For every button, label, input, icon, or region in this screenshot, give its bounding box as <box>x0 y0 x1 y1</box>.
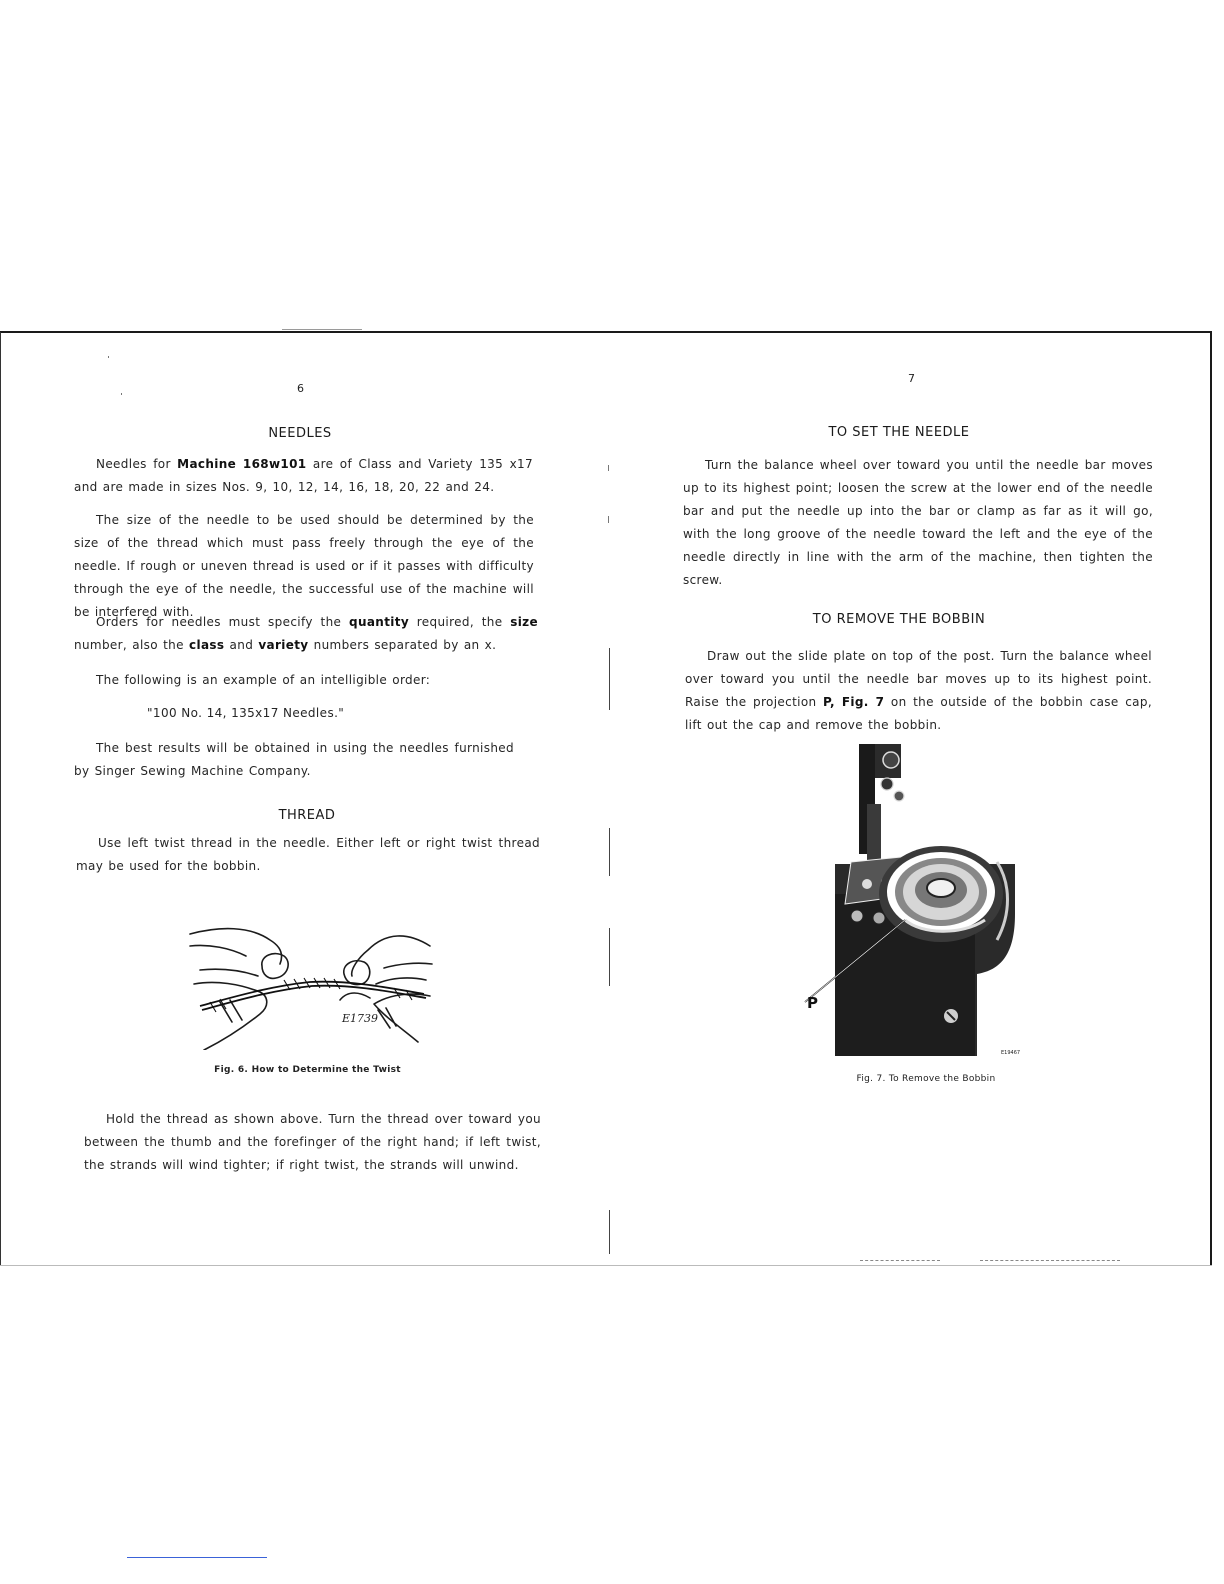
right-page <box>611 332 1211 1266</box>
figure-7-bobbin-photo <box>801 744 1041 1064</box>
needles-heading: NEEDLES <box>268 426 332 441</box>
best-results-paragraph: The best results will be obtained in using the needles furnished by Singer Sewing Machine Company. <box>74 741 514 778</box>
gutter-line <box>609 928 610 986</box>
gutter-line <box>609 648 610 710</box>
figure-6-caption: Fig. 6. How to Determine the Twist <box>214 1065 401 1075</box>
bobbin-case-illustration <box>801 744 1041 1064</box>
thread-heading: THREAD <box>278 808 336 823</box>
needle-size-paragraph: The size of the needle to be used should be determined by the size of the thread which must pass freely through the eye of the needle. If rough or uneven thread is used or if it passes with difficulty through the eye of the needle, the successful use of the machine will be interfered with. <box>74 513 534 619</box>
order-example-intro: The following is an example of an intelligible order: <box>96 673 431 687</box>
twist-test-paragraph: Hold the thread as shown above. Turn the thread over toward you between the thumb and the forefinger of the right hand; if left twist, the strands will wind tighter; if right twist, the strands will unwind. <box>84 1112 541 1172</box>
remove-bobbin-heading: TO REMOVE THE BOBBIN <box>812 612 986 627</box>
set-needle-paragraph: Turn the balance wheel over toward you until the needle bar moves up to its highest point; loosen the screw at the lower end of the needle bar and put the needle up into the bar or clamp as far as it will go, with the long groove of the needle toward the left and the eye of the needle directly in line with the arm of the machine, then tighten the screw. <box>683 458 1153 587</box>
figure-7-label-p: P <box>807 994 818 1012</box>
gutter-line <box>609 828 610 876</box>
gutter-line <box>609 1210 610 1254</box>
figure-6-thread-twist <box>180 910 444 1050</box>
link-underline <box>127 1557 267 1558</box>
left-page <box>0 332 609 1266</box>
hands-twisting-thread-illustration <box>180 910 444 1050</box>
faint-top-rule <box>282 329 362 330</box>
page-number: 6 <box>297 382 304 395</box>
needles-paragraph: Needles for Machine 168w101 are of Class and Variety 135 x17 and are made in sizes Nos. 9, 10, 12, 14, 16, 18, 20, 22 and 24. <box>74 457 533 494</box>
figure-7-caption: Fig. 7. To Remove the Bobbin <box>856 1074 996 1084</box>
remove-bobbin-paragraph: Draw out the slide plate on top of the post. Turn the balance wheel over toward you until the needle bar moves up to its highest point. Raise the projection P, Fig. 7 on the outside of the bobbin case cap, lift out the cap and remove the bobbin. <box>685 649 1152 732</box>
needle-order-paragraph: Orders for needles must specify the quantity required, the size number, also the class and variety numbers separated by an x. <box>74 615 538 652</box>
figure-7-code: E19467 <box>1001 1050 1021 1056</box>
thread-paragraph: Use left twist thread in the needle. Either left or right twist thread may be used for the bobbin. <box>76 836 540 873</box>
set-needle-heading: TO SET THE NEEDLE <box>828 425 970 440</box>
page-number: 7 <box>908 372 915 385</box>
figure-6-code: E1739 <box>342 1012 379 1025</box>
order-example: "100 No. 14, 135x17 Needles." <box>147 706 345 720</box>
